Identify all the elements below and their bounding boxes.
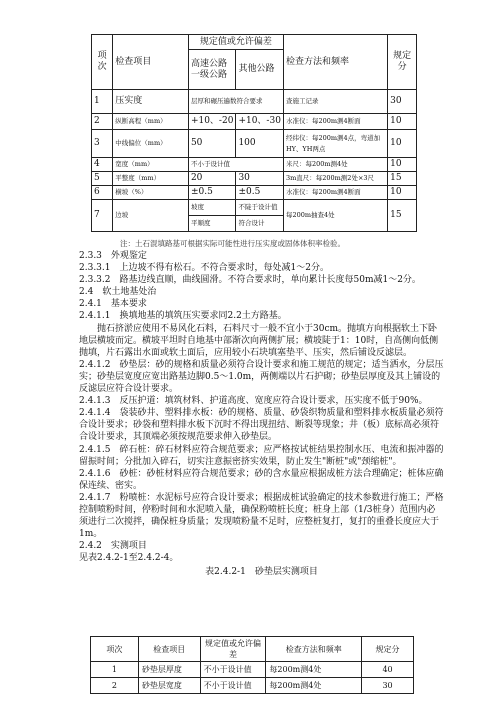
cell-highway: +10、-20 [188,114,236,130]
paragraph: 抛石挤淤应使用不易风化石料，石料尺寸一般不宜小于30cm。抛填方向根据软土下卧地层横坡而定。横坡平坦时自地基中部渐次向两侧扩展；横坡陡于1：10时，自高侧向低侧抛填，片石露出水面或软土面后，应用较小石块填塞垫平、压实，然后铺设反滤层。 [79,323,439,358]
paragraph: 2.4.1.6 砂桩：砂桩材料应符合规范要求；砂的含水量应根据成桩方法合理确定；桩体应确保连续、密实。 [79,468,444,491]
heading: 2.4.2 实测项目 [79,541,147,552]
cell-allowed: 不小于设计值 [200,662,266,678]
cell-highway: ±0.5 [188,186,236,200]
cell-item: 平整度（mm） [113,172,189,186]
cell-no: 6 [92,186,113,200]
cell-score: 15 [388,172,417,186]
cell-allowed: 不小于设计值 [188,158,283,172]
cell-no: 1 [91,662,139,678]
body-text [79,250,444,579]
cell-method: 米尺：每200m测4处 [283,158,387,172]
cell-value: 符合设计 [236,216,284,232]
header-score: 规定分 [362,637,414,662]
cell-other: +10、-30 [236,114,284,130]
header-method: 检查方法和频率 [283,35,387,90]
table-row [92,158,417,172]
cell-item: 横坡（%） [113,186,189,200]
table-row [91,662,414,678]
cell-item: 砂垫层厚度 [138,662,200,678]
heading: 2.3.3 外观鉴定 [79,251,147,261]
cell-method: 3m直尺：每200m测2处×3尺 [283,172,387,186]
header-allowed: 规定值或允许偏差 [188,35,283,50]
paragraph: 2.4.1.5 碎石桩：碎石材料应符合规范要求；应严格按试桩结果控制水压、电流和振冲器的留振时间；分批加入碎石，切实注意振密挤实效果，防止发生"断桩"或"颈缩桩"。 [79,444,444,467]
header-item: 检查项目 [113,35,189,90]
cell-subitem: 平顺度 [188,216,236,232]
table-caption: 表2.4.2-1 砂垫层实测项目 [205,567,318,578]
sand-cushion-table [90,636,414,694]
cell-score: 10 [388,158,417,172]
cell-score: 10 [388,186,417,200]
header-other: 其他公路 [236,50,284,90]
cell-highway: 50 [188,130,236,158]
paragraph: 2.4.1.7 粉喷桩：水泥标号应符合设计要求；根据成桩试验确定的技术参数进行施工；严格控制喷粉时间，停粉时间和水泥喷入量，确保粉喷桩长度；桩身上部（1/3桩身）范围内必须进行二次搅拌，确保桩身质量；发现喷粉量不足时，应整桩复打，复打的重叠长度应大于1m。 [79,492,444,540]
cell-other: 30 [236,172,284,186]
table-row [92,186,417,200]
quality-inspection-table [91,34,417,232]
cell-no: 1 [92,90,113,114]
paragraph: 2.4.1.4 袋装砂井、塑料排水板：砂的规格、质量、砂袋织物质量和塑料排水板质量必须符合设计要求；砂袋和塑料排水板下沉时不得出现扭结、断裂等现象；井（板）底标高必须符合设计要求，其顶端必须按规范要求伸入砂垫层。 [79,408,444,443]
header-item: 检查项目 [138,637,200,662]
cell-no: 5 [92,172,113,186]
header-score: 规定分 [388,35,417,90]
cell-method: 水准仪：每200m测4断面 [283,186,387,200]
cell-item: 纵断高程（mm） [113,114,189,130]
heading: 2.4.1 基本要求 [79,299,147,310]
cell-item: 中线偏位（mm） [113,130,189,158]
cell-value: 不陡于设计值 [236,200,284,216]
table-row [92,172,417,186]
header-no: 项次 [92,35,113,90]
header-allowed: 规定值或允许偏差 [200,637,266,662]
table-header-row [91,637,414,662]
cell-no: 2 [91,678,139,694]
cell-item: 宽度（mm） [113,158,189,172]
cell-method: 每200m测4处 [266,678,362,694]
cell-method: 查施工记录 [283,90,387,114]
cell-other: ±0.5 [236,186,284,200]
cell-method: 水准仪：每200m测4断面 [283,114,387,130]
header-highway: 高速公路一级公路 [188,50,236,90]
cell-method: 每200m测4处 [266,662,362,678]
cell-score: 10 [388,114,417,130]
cell-no: 7 [92,200,113,232]
heading: 2.4 软土地基处治 [79,287,157,298]
paragraph: 2.4.1.1 换填地基的填筑压实要求同2.2土方路基。 [79,311,287,322]
table-row [92,90,417,114]
paragraph: 2.3.3.2 路基边线直顺，曲线圆滑。不符合要求时，单向累计长度每50m减1～2分。 [79,275,421,286]
cell-subitem: 坡度 [188,200,236,216]
cell-other: 100 [236,130,284,158]
paragraph: 见表2.4.2-1至2.4.2-4。 [79,553,179,564]
table-row [92,114,417,130]
cell-no: 4 [92,158,113,172]
table-row [92,200,417,216]
cell-score: 30 [362,678,414,694]
cell-item: 压实度 [113,90,189,114]
cell-score: 15 [388,200,417,232]
cell-score: 30 [388,90,417,114]
paragraph: 2.4.1.3 反压护道：填筑材料、护道高度、宽度应符合设计要求，压实度不低于90%。 [79,396,428,407]
cell-score: 40 [362,662,414,678]
cell-allowed: 不小于设计值 [200,678,266,694]
table-row [91,678,414,694]
cell-score: 10 [388,130,417,158]
cell-no: 3 [92,130,113,158]
paragraph: 2.3.3.1 上边坡不得有松石。不符合要求时，每处减1～2分。 [79,263,329,274]
table-note: 注：土石混填路基可根据实际可能性进行压实度或固体体积率检验。 [120,239,345,248]
header-method: 检查方法和频率 [266,637,362,662]
cell-item: 边坡 [113,200,189,232]
table-row [92,130,417,158]
cell-item: 砂垫层宽度 [138,678,200,694]
cell-method: 每200m抽查4处 [283,200,387,232]
paragraph: 2.4.1.2 砂垫层：砂的规格和质量必须符合设计要求和施工规范的规定；适当洒水，分层压实；砂垫层宽度应宽出路基边脚0.5～1.0m，两侧端以片石护砌；砂垫层厚度及其上铺设的反滤层应符合设计要求。 [79,359,444,395]
cell-method: 经纬仪：每200m测4点，弯道加HY、YH两点 [283,130,387,158]
cell-no: 2 [92,114,113,130]
cell-highway: 20 [188,172,236,186]
header-no: 项次 [91,637,139,662]
cell-allowed: 层厚和碾压遍数符合要求 [188,90,283,114]
